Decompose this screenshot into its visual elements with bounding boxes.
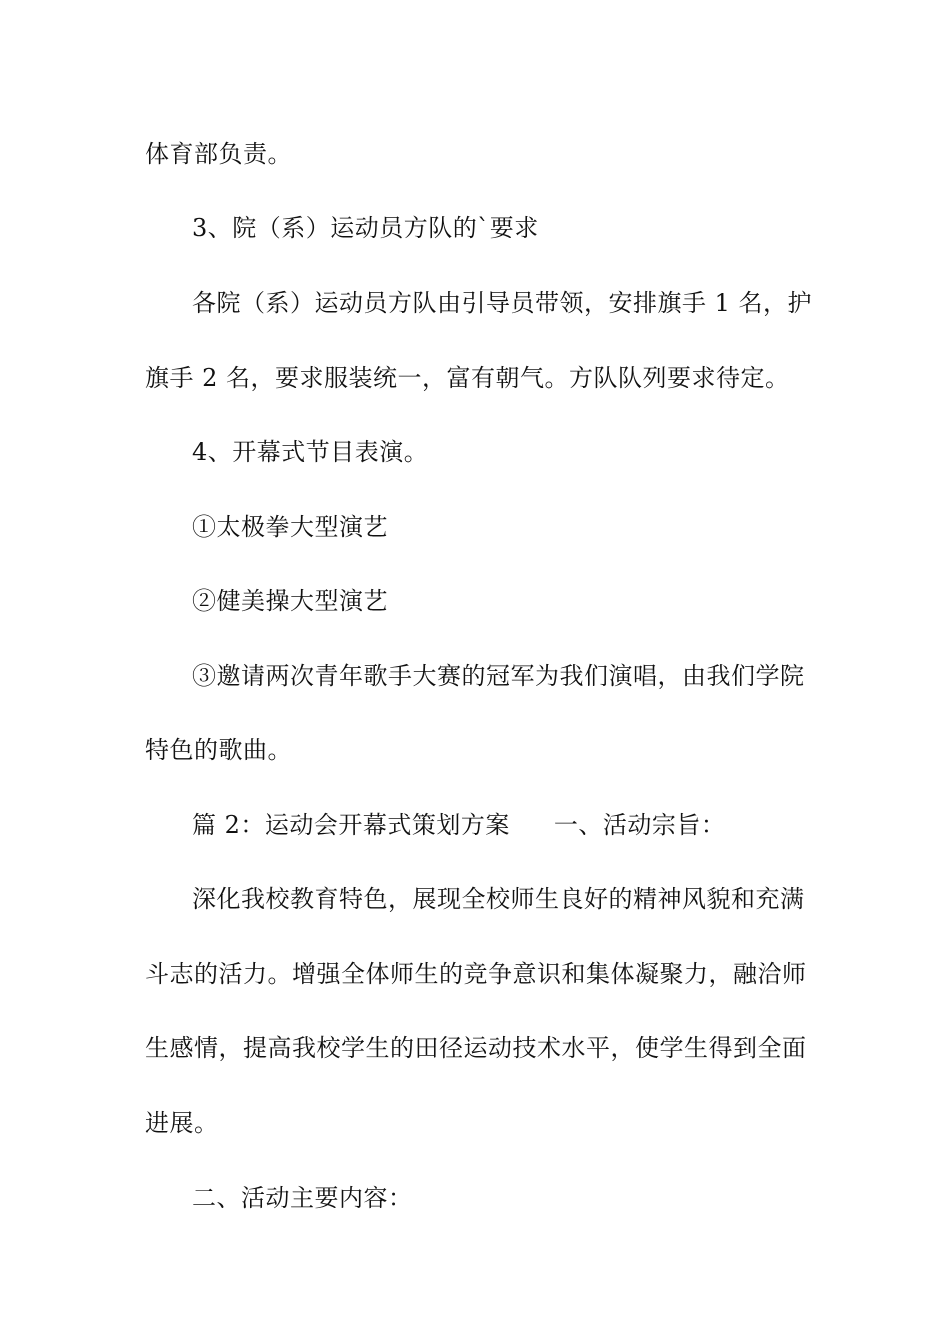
section-heading: 一、活动宗旨： bbox=[553, 811, 726, 839]
article-title-line bbox=[192, 809, 862, 841]
paragraph-line: 生感情，提高我校学生的田径运动技术水平，使学生得到全面 bbox=[145, 1034, 807, 1062]
list-item: ①太极拳大型演艺 bbox=[192, 513, 388, 541]
paragraph-line: 斗志的活力。增强全体师生的竞争意识和集体凝聚力，融洽师 bbox=[145, 960, 807, 988]
paragraph-line: 旗手 2 名，要求服装统一，富有朝气。方队队列要求待定。 bbox=[145, 364, 790, 392]
section-heading: 4、开幕式节目表演。 bbox=[192, 438, 429, 466]
paragraph-line: 深化我校教育特色，展现全校师生良好的精神风貌和充满 bbox=[192, 885, 805, 913]
paragraph-line: 进展。 bbox=[145, 1109, 219, 1137]
article-title: 篇 2：运动会开幕式策划方案 bbox=[192, 811, 510, 839]
paragraph-line: 体育部负责。 bbox=[145, 140, 292, 168]
section-heading: 3、院（系）运动员方队的`要求 bbox=[192, 214, 539, 242]
paragraph-line: 特色的歌曲。 bbox=[145, 736, 292, 764]
list-item: ②健美操大型演艺 bbox=[192, 587, 388, 615]
list-item: ③邀请两次青年歌手大赛的冠军为我们演唱，由我们学院 bbox=[192, 662, 805, 690]
paragraph-line: 各院（系）运动员方队由引导员带领，安排旗手 1 名，护 bbox=[192, 289, 813, 317]
section-heading: 二、活动主要内容： bbox=[192, 1184, 413, 1212]
